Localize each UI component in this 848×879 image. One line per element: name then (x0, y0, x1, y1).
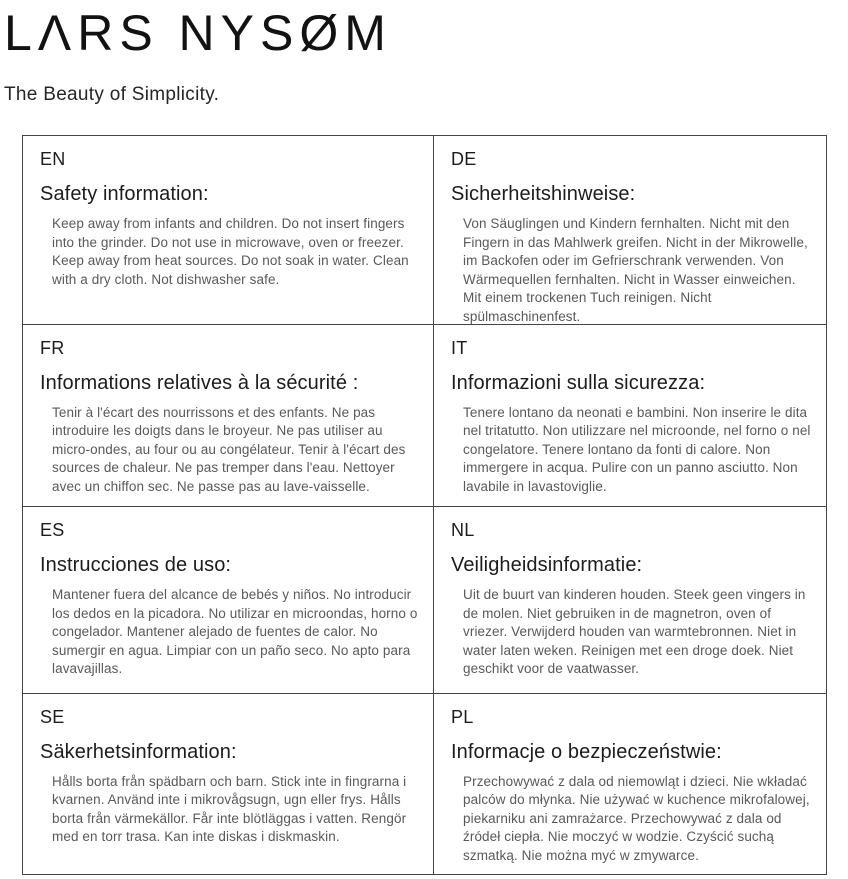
section-heading: Informacje o bezpieczeństwie: (451, 740, 722, 763)
section-heading: Instrucciones de uso: (40, 554, 232, 576)
safety-cell-en (23, 136, 434, 325)
section-heading: Safety information: (40, 183, 209, 205)
safety-cell-se (23, 694, 434, 874)
safety-cell-pl (434, 694, 826, 874)
language-code: NL (451, 520, 475, 540)
section-body: Von Säuglingen und Kindern fernhalten. Nicht mit den Fingern in das Mahlwerk greifen. Nicht in der Mikrowelle, im Backofen oder im Gefrierschrank verwenden. Von Wärmequellen fernhalten. Nicht in Wasser einweichen. Mit einem trockenen Tuch reinigen. Nicht spülmaschinenfest. (463, 216, 808, 324)
page-header (0, 0, 848, 106)
section-body: Mantener fuera del alcance de bebés y niños. No introducir los dedos en la picadora. No utilizar en microondas, horno o congelador. Mantener alejado de fuentes de calor. No sumergir en agua. Limpiar con un paño seco. No apto para lavavajillas. (52, 587, 418, 676)
section-heading: Säkerhetsinformation: (40, 740, 237, 763)
section-body: Tenir à l'écart des nourrissons et des enfants. Ne pas introduire les doigts dans le broyeur. Ne pas utiliser au micro-ondes, au four ou au congélateur. Tenir à l'écart des sources de chaleur. Ne pas tremper dans l'eau. Nettoyer avec un chiffon sec. Ne passe pas au lave-vaisselle. (52, 404, 406, 494)
brand-tagline: The Beauty of Simplicity. (4, 84, 220, 105)
safety-cell-es (23, 507, 434, 694)
safety-cell-de (434, 136, 826, 325)
language-code: DE (451, 149, 477, 169)
section-body: Tenere lontano da neonati e bambini. Non inserire le dita nel tritatutto. Non utilizzare nel microonde, nel forno o nel congelatore. Tenere lontano da fonti di calore. Non immergere in acqua. Pulire con un panno asciutto. Non lavabile in lavastoviglie. (463, 404, 811, 494)
safety-cell-nl (434, 507, 826, 694)
language-code: SE (40, 706, 65, 727)
safety-cell-fr (23, 325, 434, 508)
language-code: FR (40, 337, 65, 358)
language-code: EN (40, 149, 66, 169)
language-code: PL (451, 706, 474, 727)
section-heading: Veiligheidsinformatie: (451, 554, 643, 576)
safety-cell-it (434, 325, 826, 508)
section-body: Przechowywać z dala od niemowląt i dzieci. Nie wkładać palców do młynka. Nie używać w kuchence mikrofalowej, piekarniku ani zamrażarce. Przechowywać z dala od źródeł ciepła. Nie moczyć w wodzie. Czyścić suchą szmatką. Nie można myć w zmywarce. (463, 773, 810, 863)
brand-logo: LΛRS NYSØM (4, 5, 392, 61)
section-heading: Sicherheitshinweise: (451, 183, 636, 205)
safety-info-table (22, 135, 827, 875)
section-body: Uit de buurt van kinderen houden. Steek geen vingers in de molen. Niet gebruiken in de magnetron, oven of vriezer. Verwijderd houden van warmtebronnen. Niet in water laten weken. Reinigen met een droge doek. Niet geschikt voor de vaatwasser. (463, 587, 806, 676)
section-body: Hålls borta från spädbarn och barn. Stick inte in fingrarna i kvarnen. Använd inte i mikrovågsugn, ugn eller frys. Hålls borta från värmekällor. Får inte blötläggas i vatten. Rengör med en torr trasa. Kan inte diskas i diskmaskin. (52, 773, 407, 844)
language-code: IT (451, 337, 468, 358)
language-code: ES (40, 520, 65, 540)
section-heading: Informazioni sulla sicurezza: (451, 371, 706, 394)
section-body: Keep away from infants and children. Do not insert fingers into the grinder. Do not use in microwave, oven or freezer. Keep away from heat sources. Do not soak in water. Clean with a dry cloth. Not dishwasher safe. (52, 216, 409, 287)
section-heading: Informations relatives à la sécurité : (40, 371, 359, 394)
